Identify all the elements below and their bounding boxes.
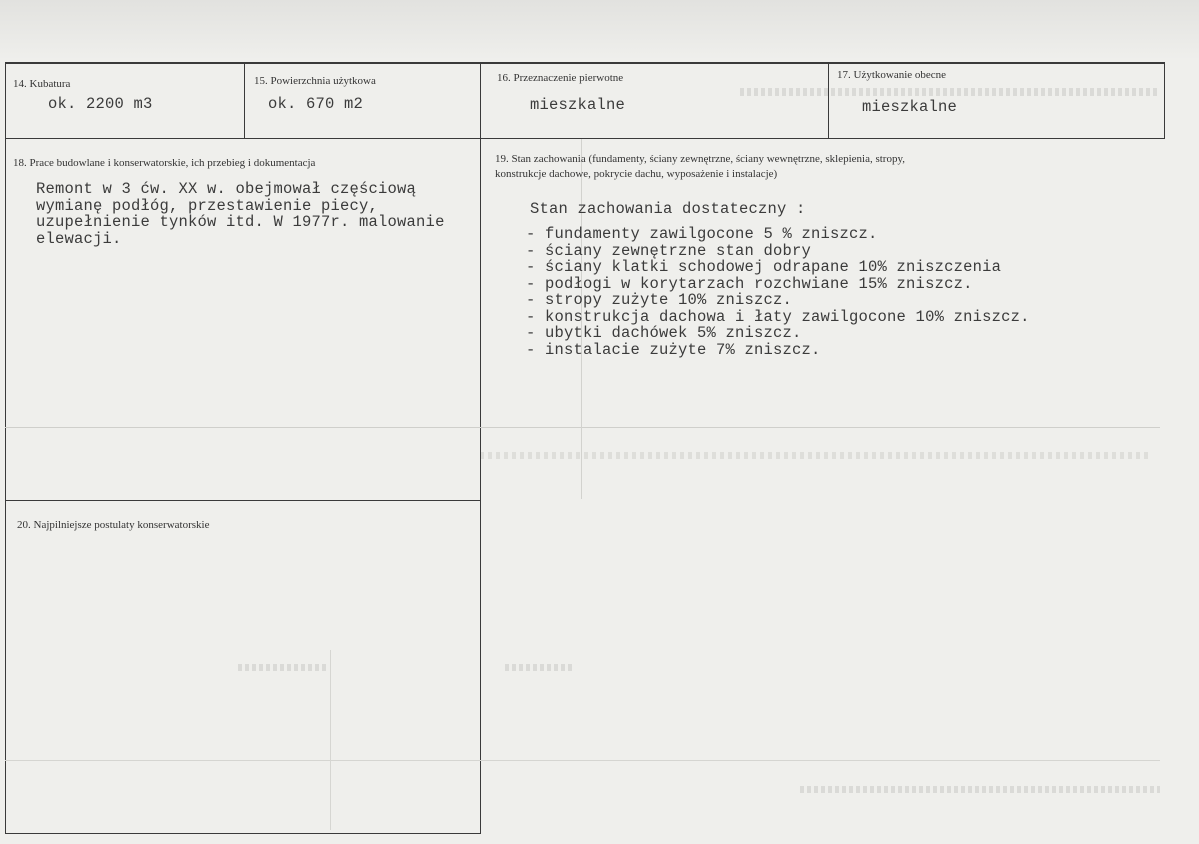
rule-col-14-15: [244, 62, 245, 139]
field-20-label: 20. Najpilniejsze postulaty konserwatorskie: [17, 519, 210, 531]
field-19-item: - stropy zużyte 10% zniszcz.: [526, 291, 793, 309]
rule-faint: [5, 760, 1160, 761]
field-18-line: Remont w 3 ćw. XX w. obejmował częściową: [36, 180, 417, 198]
bleed-through-mark: [238, 664, 328, 671]
field-18-line: uzupełnienie tynków itd. W 1977r. malowanie: [36, 213, 445, 231]
rule-right: [1164, 62, 1165, 139]
rule-faint-vertical: [330, 650, 331, 830]
field-19-heading: Stan zachowania dostateczny :: [530, 200, 806, 218]
field-19-item: - ubytki dachówek 5% zniszcz.: [526, 324, 802, 342]
field-18-text: [36, 181, 445, 247]
rule-col-15-16: [480, 62, 481, 834]
rule-col-16-17: [828, 62, 829, 139]
field-19-label-line2: konstrukcje dachowe, pokrycie dachu, wyposażenie i instalacje): [495, 168, 778, 180]
rule-row1-bottom: [5, 138, 1165, 139]
field-17-value: mieszkalne: [862, 98, 958, 116]
field-18-line: wymianę podłóg, przestawienie piecy,: [36, 196, 379, 215]
field-16-label: 16. Przeznaczenie pierwotne: [497, 72, 624, 84]
field-18-label: 18. Prace budowlane i konserwatorskie, ich przebieg i dokumentacja: [13, 157, 316, 169]
bleed-through-mark: [740, 88, 1160, 96]
rule-row2-bottom: [5, 500, 481, 501]
field-19-item: - fundamenty zawilgocone 5 % zniszcz.: [526, 225, 878, 243]
field-19-item: - ściany zewnętrzne stan dobry: [526, 241, 812, 260]
field-19-item: - ściany klatki schodowej odrapane 10% zniszczenia: [526, 258, 1002, 276]
bleed-through-mark: [505, 664, 575, 671]
field-19-list: [526, 226, 1030, 358]
card-top-shade: [0, 0, 1199, 60]
field-19-item: - instalacie zużyte 7% zniszcz.: [526, 340, 821, 359]
field-19-item: - podłogi w korytarzach rozchwiane 15% zniszcz.: [526, 274, 973, 293]
field-16-value: mieszkalne: [530, 96, 626, 114]
field-14-value: ok. 2200 m3: [48, 95, 153, 113]
bleed-through-mark: [800, 786, 1160, 793]
field-14-label: 14. Kubatura: [13, 78, 71, 90]
rule-top: [5, 62, 1165, 64]
rule-bottom: [5, 833, 481, 834]
field-15-label: 15. Powierzchnia użytkowa: [254, 75, 376, 87]
field-19-label-line1: 19. Stan zachowania (fundamenty, ściany zewnętrzne, ściany wewnętrzne, sklepienia, stropy,: [495, 153, 906, 165]
field-19-item: - konstrukcja dachowa i łaty zawilgocone 10% zniszcz.: [526, 307, 1030, 326]
rule-faint: [5, 427, 1160, 428]
field-15-value: ok. 670 m2: [268, 95, 364, 113]
field-17-label: 17. Użytkowanie obecne: [837, 69, 947, 81]
field-18-line: elewacji.: [36, 229, 122, 248]
rule-left: [5, 62, 6, 834]
